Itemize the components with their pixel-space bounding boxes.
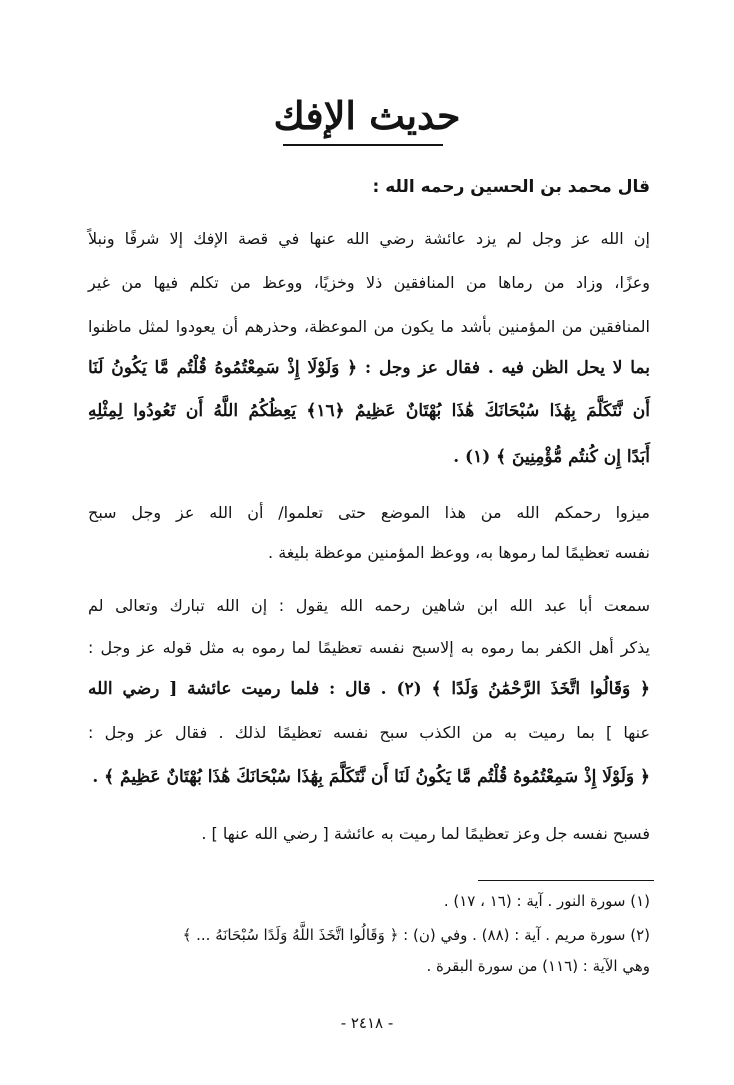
paragraph3-line2: يذكر أهل الكفر بما رموه به إلاسبح نفسه تعظيمًا لما رموه به مثل قوله عز وجل :	[88, 638, 650, 657]
page-number: - ٢٤١٨ -	[340, 1014, 394, 1032]
footnote-2-continuation: وهي الآية : (١١٦) من سورة البقرة .	[426, 957, 650, 975]
paragraph1-line2: وعزًا، وزاد من رماها من المنافقين ذلا وخزيًا، ووعظ من تكلم فيها من غير	[88, 273, 650, 292]
title-underline	[283, 144, 443, 146]
paragraph3-line1: سمعت أبا عبد الله ابن شاهين رحمه الله يقول : إن الله تبارك وتعالى لم	[88, 596, 650, 615]
footnote-1: (١) سورة النور . آية : (١٦ ، ١٧) .	[443, 892, 650, 910]
paragraph3-line5: ﴿ وَلَوْلَا إِذْ سَمِعْتُمُوهُ قُلْتُم مَّا يَكُونُ لَنَا أَن نَّتَكَلَّمَ بِهَٰذَا سُبْحَانَكَ هَٰذَا بُهْتَانٌ عَظِيمٌ ﴾ .	[92, 767, 650, 787]
paragraph3-line4: عنها ] بما رميت به من الكذب سبح نفسه تعظيمًا لذلك . فقال عز وجل :	[88, 723, 650, 742]
chapter-title: حديث الإفك	[273, 93, 461, 138]
paragraph1-line3: المنافقين من المؤمنين بأشد ما يكون من الموعظة، وحذرهم أن يعودوا لمثل ماظنوا	[88, 317, 650, 336]
paragraph4-line1: فسبح نفسه جل وعز تعظيمًا لما رميت به عائشة [ رضي الله عنها ] .	[201, 824, 650, 843]
paragraph3-line3: ﴿ وَقَالُوا اتَّخَذَ الرَّحْمَٰنُ وَلَدًا ﴾ (٢) . قال : فلما رميت عائشة [ رضي الله	[88, 679, 650, 699]
paragraph1-line5: أَن نَّتَكَلَّمَ بِهَٰذَا سُبْحَانَكَ هَٰذَا بُهْتَانٌ عَظِيمٌ ﴿١٦﴾ يَعِظُكُمُ اللَّهُ أَن تَعُودُوا لِمِثْلِهِ	[88, 401, 650, 421]
section-heading: قال محمد بن الحسين رحمه الله :	[372, 177, 650, 197]
footnote-divider	[478, 880, 654, 881]
paragraph2-line1: ميزوا رحمكم الله من هذا الموضع حتى تعلموا/ أن الله عز وجل سبح	[88, 503, 650, 522]
paragraph2-line2: نفسه تعظيمًا لما رموها به، ووعظ المؤمنين موعظة بليغة .	[268, 543, 650, 562]
paragraph1-line6: أَبَدًا إِن كُنتُم مُّؤْمِنِينَ ﴾ (١) .	[453, 447, 650, 467]
footnote-2: (٢) سورة مريم . آية : (٨٨) . وفي (ن) : ﴿ وَقَالُوا اتَّخَذَ اللَّهُ وَلَدًا سُبْحَانَهُ ... ﴾	[182, 926, 650, 944]
paragraph1-line1: إن الله عز وجل لم يزد عائشة رضي الله عنها في قصة الإفك إلا شرفًا ونبلاً	[88, 229, 650, 248]
paragraph1-line4: بما لا يحل الظن فيه . فقال عز وجل : ﴿ وَلَوْلَا إِذْ سَمِعْتُمُوهُ قُلْتُم مَّا يَكُونُ لَنَا	[88, 358, 650, 378]
